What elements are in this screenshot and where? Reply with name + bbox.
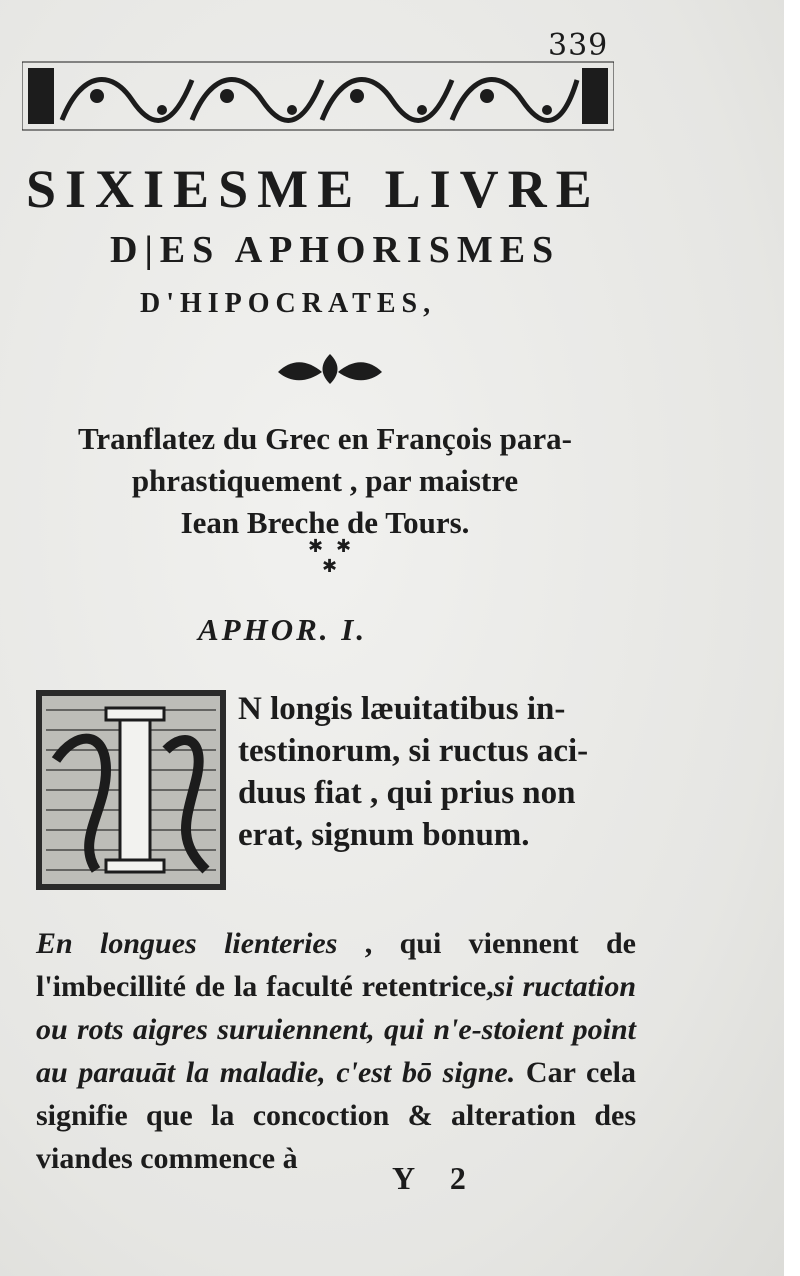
subtitle — [20, 418, 630, 544]
fleuron-ornament-icon — [270, 350, 390, 390]
aphorism-heading: APHOR. I. — [198, 612, 368, 647]
svg-text:✱: ✱ — [308, 536, 324, 557]
french-commentary — [36, 922, 636, 1180]
subtitle-line-1: Tranflatez du Grec en François para- — [78, 421, 572, 456]
latin-line-3: duus fiat , qui prius non — [238, 775, 576, 811]
french-segment-4: Car cela signifie que la concoction & alteration des viandes commence à — [36, 1056, 636, 1175]
french-segment-2: , qui viennent de l'imbecillité de la faculté retentrice, — [36, 927, 636, 1003]
latin-aphorism — [238, 688, 638, 856]
svg-text:✱: ✱ — [336, 536, 352, 557]
title-line-1: SIXIESME LIVRE — [26, 159, 601, 219]
title-line-3: D'HIPOCRATES, — [140, 288, 437, 319]
latin-line-1: N longis læuitatibus in- — [238, 691, 566, 727]
french-segment-3: si ructation ou rots aigres suruiennent, qui n'e-stoient point au parauāt la maladie, c'est bō signe. — [36, 970, 636, 1089]
page-edge — [784, 0, 800, 1276]
latin-line-2: testinorum, si ructus aci- — [238, 733, 589, 769]
asterism-ornament-icon — [300, 536, 360, 576]
french-segment-1: En longues lienteries — [36, 927, 338, 960]
signature-mark: Y 2 — [392, 1160, 480, 1196]
subtitle-line-3: Iean Breche de Tours. — [180, 505, 470, 540]
title-line-2: D|ES APHORISMES — [110, 229, 561, 271]
page-number: 339 — [548, 28, 609, 63]
latin-line-4: erat, signum bonum. — [238, 817, 530, 853]
headband-ornament-icon — [22, 60, 614, 132]
subtitle-line-2: phrastiquement , par maistre — [131, 463, 519, 498]
historiated-initial-I-icon — [36, 690, 226, 890]
svg-text:✱: ✱ — [322, 556, 338, 576]
